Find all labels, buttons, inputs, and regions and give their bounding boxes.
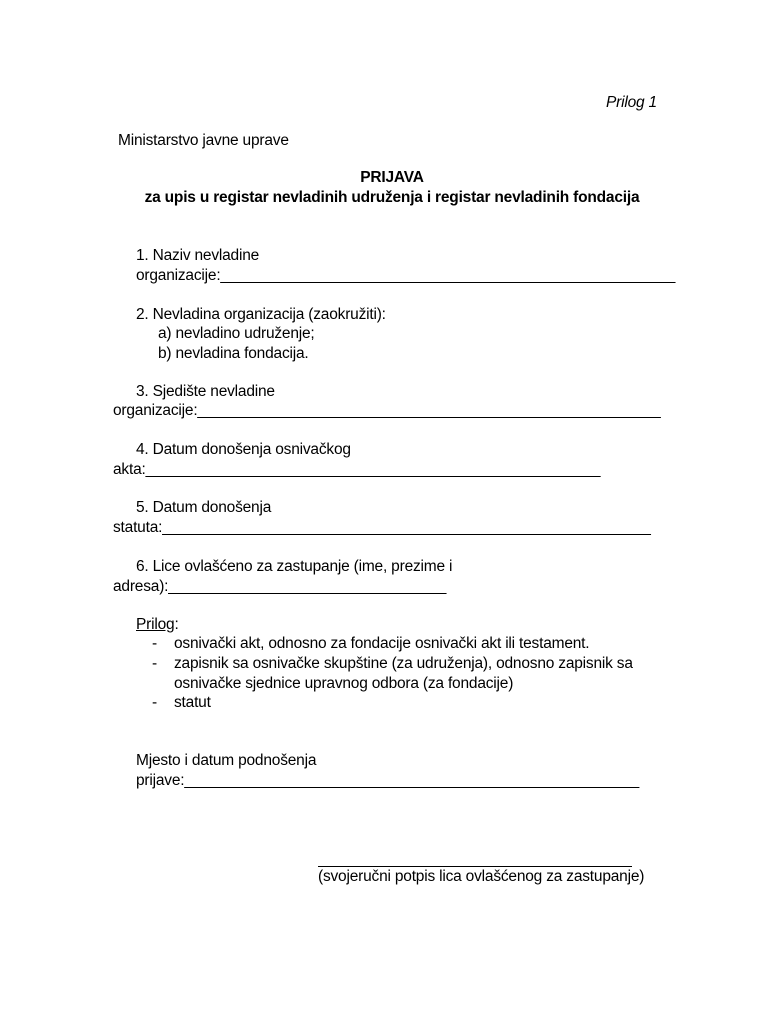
place-date-label: Mjesto i datum podnošenja <box>136 752 317 769</box>
signature-caption: (svojeručni potpis lica ovlašćenog za zastupanje) <box>318 868 645 885</box>
place-date-field: prijave:______________________________________________________ <box>136 772 640 789</box>
attachment-item-3: statut <box>174 694 211 711</box>
item-1-label: 1. Naziv nevladine <box>136 247 260 264</box>
attachment-dash: - <box>152 655 157 672</box>
item-2-label: 2. Nevladina organizacija (zaokružiti): <box>136 306 386 323</box>
attachments-heading <box>136 615 179 635</box>
item-2-option-b: b) nevladina fondacija. <box>158 345 309 362</box>
attachment-dash: - <box>152 635 157 652</box>
attachment-dash: - <box>152 694 157 711</box>
attachments-colon: : <box>174 616 179 633</box>
form-subtitle: za upis u registar nevladinih udruženja i registar nevladinih fondacija <box>144 189 640 206</box>
attachment-item-1: osnivački akt, odnosno za fondacije osnivački akt ili testament. <box>174 635 590 652</box>
item-1-field: organizacije:______________________________________________________ <box>136 267 676 284</box>
attachment-item-2-cont: osnivačke sjednice upravnog odbora (za fondacije) <box>174 675 514 692</box>
item-6-field: adresa):_________________________________ <box>113 578 447 595</box>
attachment-item-2: zapisnik sa osnivačke skupštine (za udruženja), odnosno zapisnik sa <box>174 655 633 672</box>
item-6-label: 6. Lice ovlašćeno za zastupanje (ime, prezime i <box>136 558 453 575</box>
annex-label: Prilog 1 <box>606 94 657 111</box>
item-5-field: statuta:__________________________________________________________ <box>113 519 651 536</box>
item-5-label: 5. Datum donošenja <box>136 499 272 516</box>
attachments-label: Prilog <box>136 616 175 633</box>
item-2-option-a: a) nevladino udruženje; <box>158 325 315 342</box>
form-title: PRIJAVA <box>360 169 424 186</box>
item-4-label: 4. Datum donošenja osnivačkog <box>136 441 351 458</box>
item-3-field: organizacije:_______________________________________________________ <box>113 402 661 419</box>
item-3-label: 3. Sjedište nevladine <box>136 383 275 400</box>
item-4-field: akta:______________________________________________________ <box>113 461 601 478</box>
addressee: Ministarstvo javne uprave <box>118 132 289 149</box>
